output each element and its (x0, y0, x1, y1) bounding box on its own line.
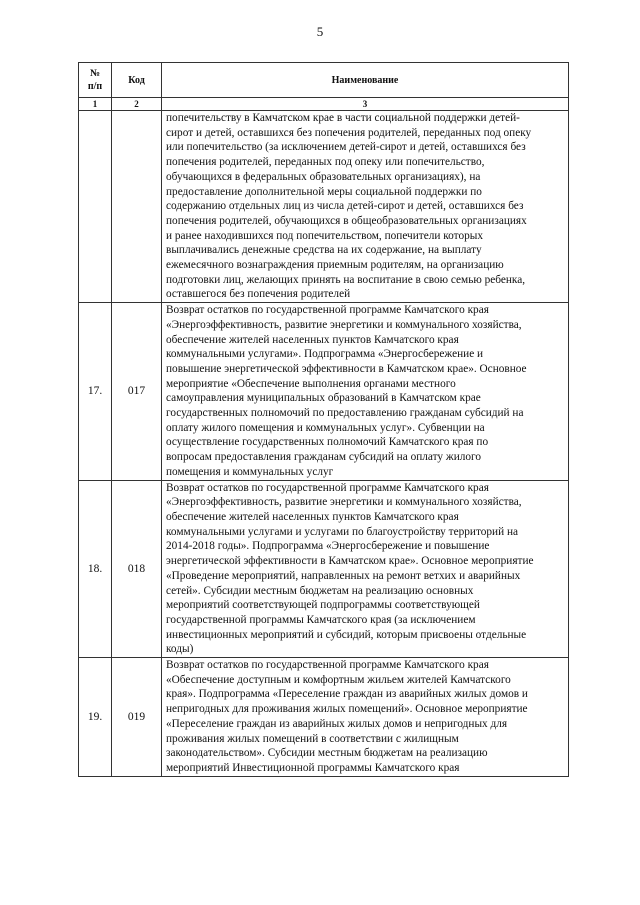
text-line: вопросам предоставления гражданам субсидий на оплату жилого (166, 451, 482, 464)
text-line: проживания жилых помещений в соответствии с жилищным (166, 732, 459, 745)
text-line: непригодных для проживания жилых помещений». Основное мероприятие (166, 703, 528, 716)
text-line: самоуправления муниципальных образований в Камчатском крае (166, 392, 481, 405)
text-line: предоставление дополнительной меры социальной поддержки по (166, 185, 482, 198)
row-code: 019 (112, 658, 162, 777)
table-row (79, 480, 569, 657)
page-number: 5 (316, 24, 324, 39)
text-line: попечения родителей, переданных под опеку или попечительство, (166, 156, 485, 169)
text-line: и ранее находившихся под попечительством, попечители которых (166, 229, 483, 242)
text-line: оставшегося без попечения родителей (166, 288, 351, 301)
text-line: Возврат остатков по государственной программе Камчатского края (166, 304, 489, 317)
row-name (162, 303, 569, 480)
table-row (79, 111, 569, 303)
table-row (79, 658, 569, 777)
text-line: повышение энергетической эффективности в Камчатском крае». Основное (166, 362, 527, 375)
text-line: содержанию отдельных лиц из числа детей-сирот и детей, оставшихся без (166, 200, 524, 213)
text-line: Возврат остатков по государственной программе Камчатского края (166, 481, 489, 494)
text-line: сирот и детей, оставшихся без попечения родителей, переданных под опеку (166, 126, 532, 139)
text-line: «Энергоэффективность, развитие энергетики и коммунального хозяйства, (166, 318, 522, 331)
text-line: «Переселение граждан из аварийных жилых домов и непригодных для (166, 717, 508, 730)
text-line: государственных полномочий по предоставлению гражданам субсидий на (166, 407, 524, 420)
text-line: выплачивались денежные средства на их содержание, на выплату (166, 244, 482, 257)
text-line: государственной программы Камчатского края (за исключением (166, 613, 476, 626)
text-line: или попечительство (за исключением детей-сирот и детей, оставшихся без (166, 141, 526, 154)
text-line: осуществление государственных полномочий Камчатского края по (166, 436, 489, 449)
column-number: 2 (112, 98, 162, 111)
row-number: 19. (79, 658, 112, 777)
row-number: 17. (79, 303, 112, 480)
text-line: инвестиционных мероприятий и субсидий, которым присвоены отдельные (166, 628, 527, 641)
header-number (79, 63, 112, 98)
table-header-row (79, 63, 569, 98)
text-line: законодательством». Субсидии местным бюджетам на реализацию (166, 747, 488, 760)
codes-table (78, 62, 569, 777)
column-number: 3 (162, 98, 569, 111)
text-line: мероприятие «Обеспечение выполнения органами местного (166, 377, 456, 390)
row-code (112, 111, 162, 303)
row-code: 018 (112, 480, 162, 657)
text-line: края». Подпрограмма «Переселение граждан из аварийных жилых домов и (166, 688, 528, 701)
text-line: коды) (166, 643, 194, 656)
text-line: коммунальными услугами». Подпрограмма «Энергосбережение и (166, 348, 484, 361)
text-line: ежемесячного вознаграждения приемным родителям, на организацию (166, 259, 504, 272)
text-line: Возврат остатков по государственной программе Камчатского края (166, 659, 489, 672)
text-line: обеспечение жителей населенных пунктов Камчатского края (166, 510, 459, 523)
text-line: попечения родителей, обучающихся в общеобразовательных организациях (166, 214, 527, 227)
header-number-line: № (89, 68, 101, 79)
row-code: 017 (112, 303, 162, 480)
header-code: Код (112, 63, 162, 98)
row-number: 18. (79, 480, 112, 657)
text-line: обучающихся в федеральных образовательных организациях), на (166, 170, 481, 183)
text-line: мероприятий Инвестиционной программы Камчатского края (166, 761, 460, 774)
row-name (162, 111, 569, 303)
text-line: «Энергоэффективность, развитие энергетики и коммунального хозяйства, (166, 496, 522, 509)
text-line: попечительству в Камчатском крае в части социальной поддержки детей- (166, 112, 520, 124)
table-row (79, 303, 569, 480)
text-line: помещения и коммунальных услуг (166, 465, 334, 478)
text-line: «Проведение мероприятий, направленных на ремонт ветхих и аварийных (166, 569, 521, 582)
column-number-row (79, 98, 569, 111)
row-name (162, 480, 569, 657)
row-number (79, 111, 112, 303)
text-line: коммунальными услугами и услугами по благоустройству территорий на (166, 525, 519, 538)
text-line: оплату жилого помещения и коммунальных услуг». Субвенции на (166, 421, 485, 434)
column-number: 1 (79, 98, 112, 111)
text-line: мероприятий соответствующей подпрограммы соответствующей (166, 599, 480, 612)
text-line: энергетической эффективности в Камчатском крае». Основное мероприятие (166, 555, 534, 568)
text-line: 2014-2018 годы». Подпрограмма «Энергосбережение и повышение (166, 540, 490, 553)
text-line: подготовки лиц, желающих принять на воспитание в свою семью ребенка, (166, 273, 526, 286)
header-name: Наименование (162, 63, 569, 98)
text-line: обеспечение жителей населенных пунктов Камчатского края (166, 333, 459, 346)
header-number-line: п/п (87, 81, 103, 92)
text-line: «Обеспечение доступным и комфортным жильем жителей Камчатского (166, 673, 511, 686)
row-name (162, 658, 569, 777)
text-line: сетей». Субсидии местным бюджетам на реализацию основных (166, 584, 474, 597)
